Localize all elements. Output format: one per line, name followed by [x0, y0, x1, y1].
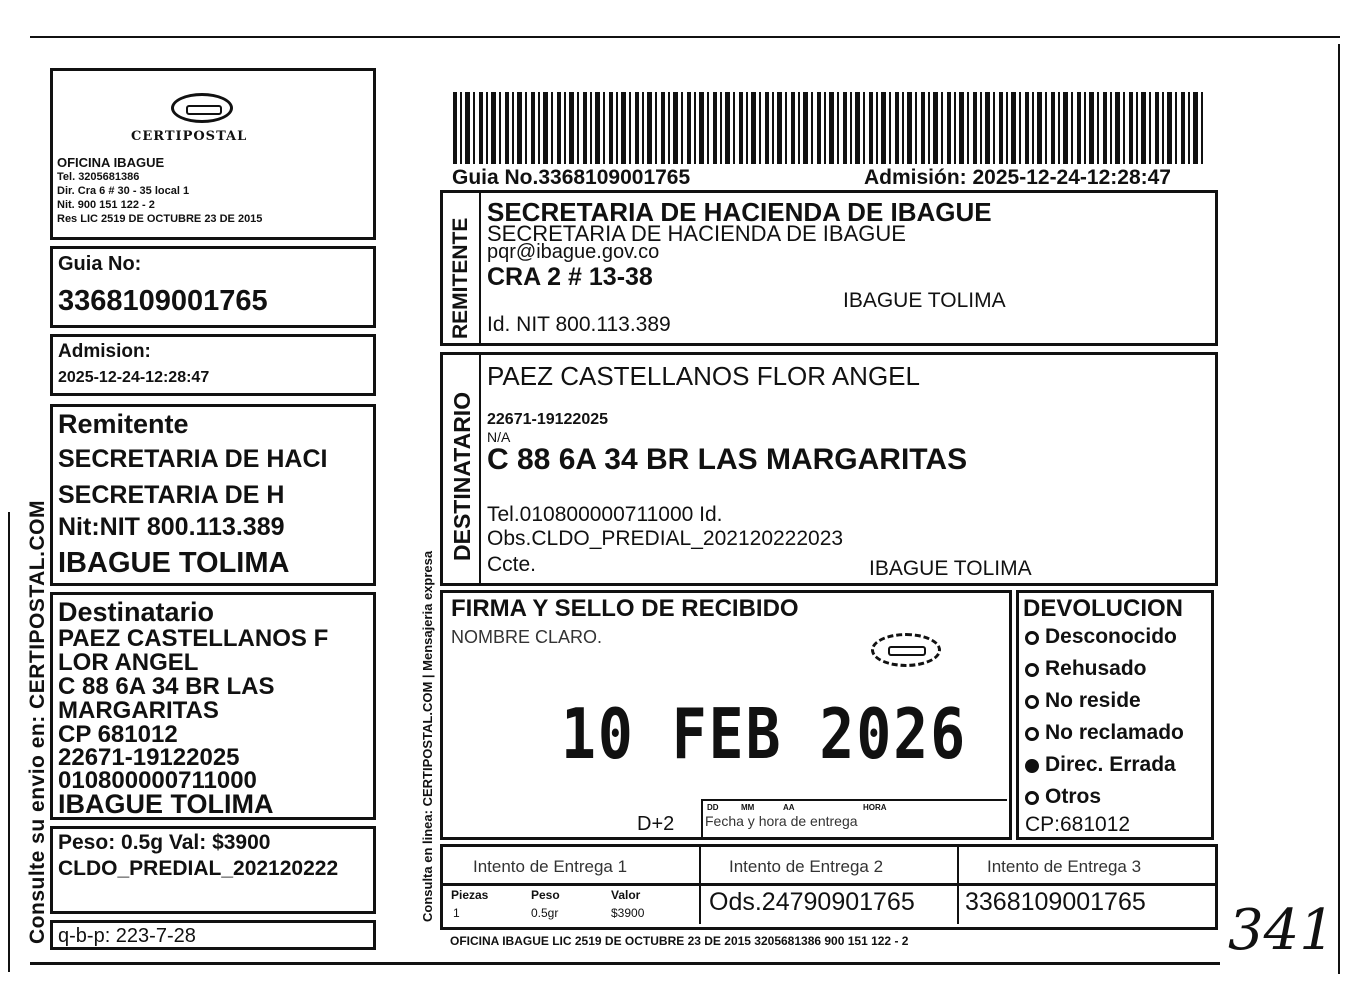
- certipostal-logo-text: CERTIPOSTAL: [131, 129, 248, 144]
- handwritten-number: 341: [1228, 898, 1335, 963]
- devolucion-option-rehusado[interactable]: Rehusado: [1025, 657, 1147, 681]
- remitente-nit: Id. NIT 800.113.389: [487, 313, 671, 336]
- left-destinatario-line: PAEZ CASTELLANOS F: [58, 625, 329, 652]
- radio-icon: [1025, 727, 1039, 741]
- bottom-border-line: [30, 962, 1220, 965]
- destinatario-obs: Obs.CLDO_PREDIAL_202120222023: [487, 527, 844, 550]
- destinatario-city: IBAGUE TOLIMA: [869, 557, 1032, 580]
- peso-box: [50, 826, 376, 914]
- left-side-text: Consulte su envio en: CERTIPOSTAL.COM: [26, 500, 49, 944]
- left-remitente-title: Remitente: [58, 409, 189, 439]
- destinatario-name: PAEZ CASTELLANOS FLOR ANGEL: [487, 361, 920, 391]
- intento-3: Intento de Entrega 3: [987, 857, 1142, 876]
- destinatario-ref: 22671-19122025: [487, 411, 609, 428]
- destinatario-side-label: DESTINATARIO: [449, 391, 475, 561]
- firma-box: [440, 590, 1012, 840]
- footer-office-line: OFICINA IBAGUE LIC 2519 DE OCTUBRE 23 DE 2015 3205681386 900 151 122 - 2: [450, 934, 909, 948]
- remitente-city: IBAGUE TOLIMA: [843, 289, 1006, 312]
- radio-checked-icon: [1025, 759, 1039, 773]
- radio-icon: [1025, 695, 1039, 709]
- guia-label: Guia No:: [58, 253, 142, 275]
- middle-side-text: Consulta en linea: CERTIPOSTAL.COM | Mensajeria expresa: [420, 550, 435, 922]
- code-line: q-b-p: 223-7-28: [58, 925, 196, 947]
- devolucion-option-no-reside[interactable]: No reside: [1025, 689, 1141, 713]
- piezas-value: 1: [453, 906, 460, 920]
- header-admision: Admisión: 2025-12-24-12:28:47: [864, 166, 1171, 189]
- guia-number: 3368109001765: [58, 285, 268, 317]
- intento-1: Intento de Entrega 1: [473, 857, 628, 876]
- devolucion-cp: CP:681012: [1025, 813, 1131, 836]
- firma-title: FIRMA Y SELLO DE RECIBIDO: [451, 595, 799, 622]
- certipostal-logo-icon: [171, 93, 233, 123]
- stamp-logo-icon: [871, 633, 941, 667]
- received-date-stamp: 10 FEB 2026: [561, 693, 968, 775]
- left-remitente-line: Nit:NIT 800.113.389: [58, 513, 285, 541]
- fecha-aa-label: AA: [783, 803, 795, 812]
- fecha-mm-label: MM: [741, 803, 755, 812]
- code-box: [50, 920, 376, 950]
- left-remitente-line: SECRETARIA DE HACI: [58, 445, 328, 473]
- right-border-line: [1338, 44, 1340, 974]
- left-destinatario-line: 22671-19122025: [58, 744, 240, 771]
- company-info-box: [50, 68, 376, 240]
- fecha-label: Fecha y hora de entrega: [705, 813, 858, 829]
- radio-icon: [1025, 791, 1039, 805]
- destinatario-na: N/A: [487, 429, 511, 445]
- left-destinatario-line: MARGARITAS: [58, 697, 219, 724]
- devolucion-box: [1016, 590, 1214, 840]
- left-destinatario-box: [50, 592, 376, 820]
- valor-label: Valor: [611, 888, 641, 902]
- barcode: [453, 92, 1205, 164]
- remitente-box: [440, 190, 1218, 346]
- destinatario-box: [440, 352, 1218, 586]
- left-destinatario-line: CP 681012: [58, 721, 178, 748]
- remitente-name-2: SECRETARIA DE HACIENDA DE IBAGUE: [487, 221, 906, 246]
- left-destinatario-title: Destinatario: [58, 597, 215, 627]
- left-destinatario-line: LOR ANGEL: [58, 649, 199, 676]
- office-tel: Tel. 3205681386: [57, 171, 140, 183]
- destinatario-tel: Tel.010800000711000 Id.: [487, 503, 723, 526]
- intento-2: Intento de Entrega 2: [729, 857, 884, 876]
- office-name: OFICINA IBAGUE: [57, 155, 165, 170]
- piezas-label: Piezas: [451, 888, 489, 902]
- remitente-name-1: SECRETARIA DE HACIENDA DE IBAGUE: [487, 197, 992, 227]
- office-nit: Nit. 900 151 122 - 2: [57, 199, 155, 211]
- guia-box: [50, 246, 376, 328]
- devolucion-title: DEVOLUCION: [1023, 595, 1184, 622]
- devolucion-option-no-reclamado[interactable]: No reclamado: [1025, 721, 1184, 745]
- intentos-row: [440, 844, 1218, 886]
- left-remitente-box: [50, 404, 376, 586]
- header-guia: Guia No.3368109001765: [452, 166, 691, 189]
- firma-nombre: NOMBRE CLARO.: [451, 627, 603, 647]
- fecha-subbox: [701, 799, 1007, 837]
- left-destinatario-line: C 88 6A 34 BR LAS: [58, 673, 275, 700]
- left-destinatario-line: 010800000711000: [58, 767, 257, 794]
- admision-value: 2025-12-24-12:28:47: [58, 369, 210, 386]
- radio-icon: [1025, 663, 1039, 677]
- radio-icon: [1025, 631, 1039, 645]
- destinatario-address: C 88 6A 34 BR LAS MARGARITAS: [487, 443, 968, 476]
- admision-label: Admision:: [58, 341, 151, 362]
- devolucion-option-desconocido[interactable]: Desconocido: [1025, 625, 1177, 649]
- left-remitente-line: SECRETARIA DE H: [58, 481, 285, 509]
- obs-line: CLDO_PREDIAL_202120222: [58, 857, 339, 880]
- left-border-line: [8, 512, 10, 972]
- office-res: Res LIC 2519 DE OCTUBRE 23 DE 2015: [57, 213, 263, 225]
- peso-valor-line: Peso: 0.5g Val: $3900: [58, 831, 271, 854]
- left-remitente-line: IBAGUE TOLIMA: [58, 547, 290, 579]
- remitente-address: CRA 2 # 13-38: [487, 263, 653, 291]
- peso-label: Peso: [531, 888, 560, 902]
- devolucion-option-direc-errada[interactable]: Direc. Errada: [1025, 753, 1176, 777]
- fecha-hora-label: HORA: [863, 803, 887, 812]
- office-dir: Dir. Cra 6 # 30 - 35 local 1: [57, 185, 190, 197]
- d-plus-2: D+2: [637, 813, 675, 835]
- piezas-row: [440, 884, 1218, 930]
- fecha-dd-label: DD: [707, 803, 719, 812]
- peso-value: 0.5gr: [531, 906, 559, 920]
- destinatario-ccte: Ccte.: [487, 553, 537, 576]
- remitente-email: pqr@ibague.gov.co: [487, 241, 660, 263]
- valor-value: $3900: [611, 906, 645, 920]
- ods-number: Ods.24790901765: [709, 888, 915, 916]
- remitente-side-label: REMITENTE: [449, 217, 472, 339]
- devolucion-option-otros[interactable]: Otros: [1025, 785, 1101, 809]
- top-border-line: [30, 36, 1340, 38]
- guia-repeat: 3368109001765: [965, 888, 1146, 916]
- left-destinatario-line: IBAGUE TOLIMA: [58, 789, 274, 819]
- admision-box: [50, 334, 376, 396]
